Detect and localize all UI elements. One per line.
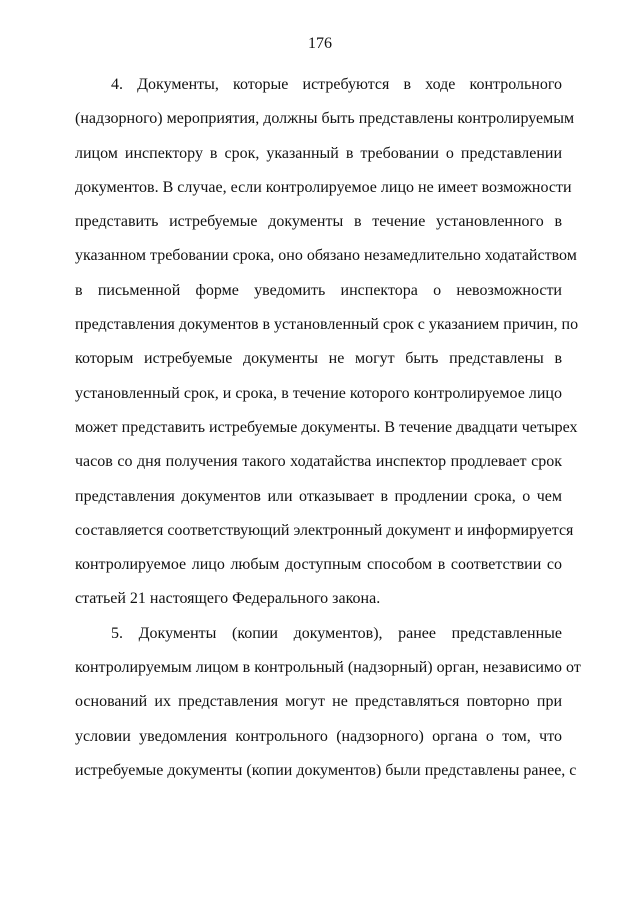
text-line: представления документов в установленный срок с указанием причин, по <box>75 316 579 334</box>
text-line: которым истребуемые документы не могут быть представлены в <box>75 350 562 368</box>
page-number: 176 <box>308 35 332 52</box>
text-line: условии уведомления контрольного (надзорного) органа о том, что <box>75 727 562 745</box>
text-line: контролируемым лицом в контрольный (надзорный) орган, независимо от <box>75 659 581 677</box>
text-line: истребуемые документы (копии документов) были представлены ранее, с <box>75 761 577 779</box>
text-line: 5. Документы (копии документов), ранее представленные <box>111 624 562 642</box>
paragraph-4 <box>75 68 579 617</box>
text-line: лицом инспектору в срок, указанный в требовании о представлении <box>75 144 562 162</box>
text-line: в письменной форме уведомить инспектора о невозможности <box>75 281 562 299</box>
text-line: установленный срок, и срока, в течение которого контролируемое лицо <box>75 384 562 402</box>
text-line: (надзорного) мероприятия, должны быть представлены контролируемым <box>75 110 575 128</box>
text-line: может представить истребуемые документы. В течение двадцати четырех <box>75 418 578 436</box>
text-line: представить истребуемые документы в течение установленного в <box>75 213 562 231</box>
text-line: оснований их представления могут не представляться повторно при <box>75 693 562 711</box>
document-body <box>75 68 581 788</box>
text-line: 4. Документы, которые истребуются в ходе контрольного <box>111 76 562 93</box>
paragraph-5 <box>75 617 581 788</box>
text-line: составляется соответствующий электронный документ и информируется <box>75 521 574 539</box>
text-line: представления документов или отказывает в продлении срока, о чем <box>75 487 562 505</box>
text-line: статьей 21 настоящего Федерального закона. <box>75 590 381 608</box>
text-line: документов. В случае, если контролируемое лицо не имеет возможности <box>75 178 572 196</box>
text-line: контролируемое лицо любым доступным способом в соответствии со <box>75 556 562 574</box>
text-line: часов со дня получения такого ходатайства инспектор продлевает срок <box>75 453 562 471</box>
text-line: указанном требовании срока, оно обязано незамедлительно ходатайством <box>75 247 577 265</box>
